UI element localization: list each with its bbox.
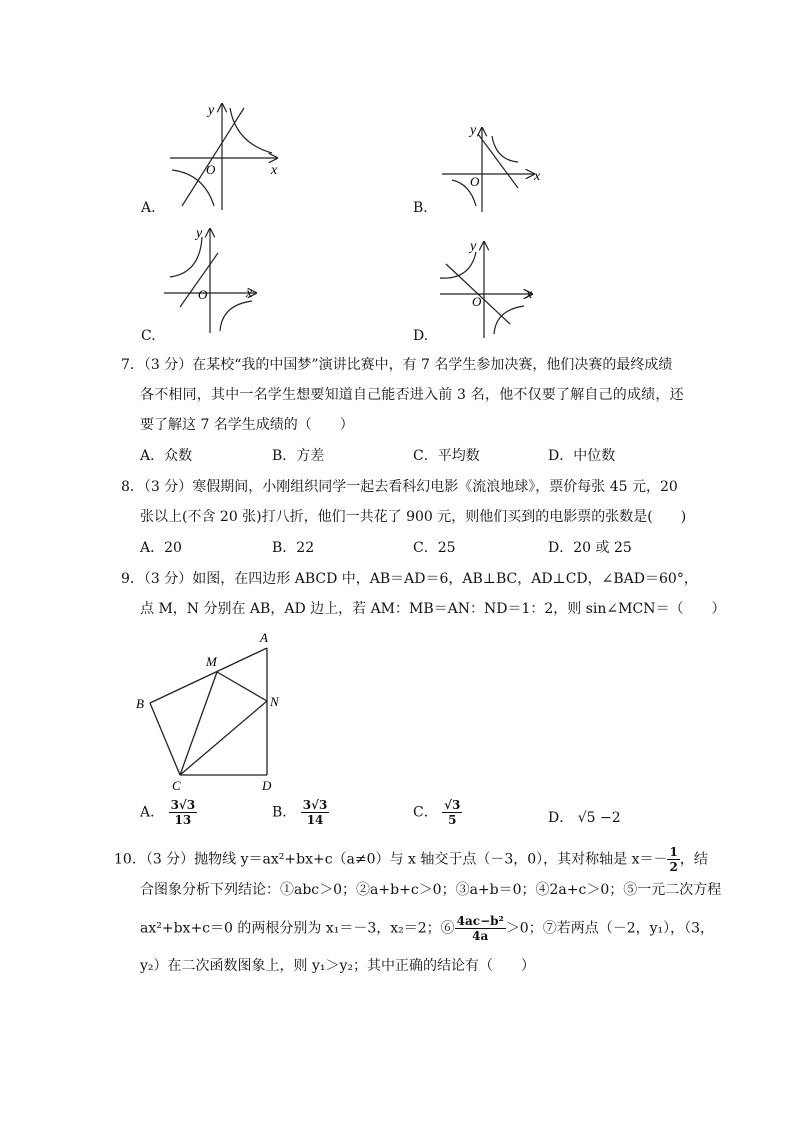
vertex-label-m: M (206, 654, 217, 669)
graph-option-c (160, 225, 270, 337)
hyperbola-branch (170, 237, 202, 277)
fraction (169, 798, 198, 827)
q7-option-d[interactable]: D．中位数 (548, 448, 616, 464)
graph-option-b (438, 124, 548, 216)
fraction (667, 845, 679, 874)
x-label: x (271, 163, 278, 178)
q9-line2: 点 M，N 分别在 AB，AD 边上，若 AM：MB＝AN：ND＝1：2，则 sin∠MCN＝（ ） (140, 601, 726, 617)
q10-line3-end: ＞0；⑦若两点（－2，y₁），（3， (505, 920, 715, 937)
q7-line3: 要了解这 7 名学生成绩的（ ） (140, 417, 354, 433)
hyperbola-branch (440, 252, 476, 278)
q10-line3 (140, 914, 714, 943)
origin-label: O (472, 294, 482, 309)
origin-label: O (206, 162, 216, 177)
graph-label-d[interactable]: D. (413, 328, 429, 344)
q7-option-a[interactable]: A．众数 (140, 448, 193, 464)
q9-line1: 9．（3 分）如图，在四边形 ABCD 中，AB＝AD＝6，AB⊥BC，AD⊥CD，∠BAD＝60°， (121, 571, 698, 587)
numerator: √3 (444, 798, 461, 812)
q9-option-a[interactable] (140, 798, 197, 827)
q10-line1 (114, 845, 708, 874)
q7-option-c[interactable]: C．平均数 (413, 448, 480, 464)
denominator: 5 (448, 813, 457, 827)
q9-quadrilateral-figure (132, 628, 292, 793)
vertex-label-c: C (172, 778, 181, 793)
q10-line4: y₂）在二次函数图象上，则 y₁＞y₂；其中正确的结论有（ ） (140, 958, 536, 974)
x-label: x (526, 287, 533, 302)
denominator: 2 (669, 860, 678, 874)
option-letter: A． (140, 804, 165, 821)
x-label: x (246, 286, 253, 301)
denominator: 13 (174, 813, 192, 827)
hyperbola-branch (494, 306, 524, 334)
y-label: y (208, 103, 215, 118)
q7-option-b[interactable]: B．方差 (272, 448, 325, 464)
option-letter: D． (548, 810, 574, 826)
option-letter: B． (272, 804, 297, 821)
q8-option-b[interactable]: B．22 (272, 540, 315, 556)
q10-line3-text: ax²+bx+c＝0 的两根分别为 x₁＝－3，x₂＝2；⑥ (140, 920, 455, 937)
graph-option-d (436, 238, 546, 342)
graph-label-a[interactable]: A. (141, 200, 156, 216)
hyperbola-branch (220, 301, 252, 331)
vertex-label-a: A (260, 630, 268, 645)
numerator: 3√3 (170, 798, 196, 812)
q8-option-c[interactable]: C．25 (413, 540, 456, 556)
q8-line1: 8．（3 分）寒假期间，小刚组织同学一起去看科幻电影《流浪地球》，票价每张 45 元，20 (121, 479, 678, 495)
denominator: 14 (306, 813, 324, 827)
line-graph (182, 108, 244, 206)
q10-line1-end: ，结 (679, 851, 708, 868)
q9-option-d[interactable] (548, 808, 621, 828)
q9-option-c[interactable] (413, 798, 462, 827)
graph-option-a (162, 98, 292, 213)
numerator: 4ac−b² (456, 914, 504, 928)
origin-label: O (198, 287, 208, 302)
origin-label: O (470, 174, 480, 189)
option-letter: C． (413, 804, 438, 821)
numerator: 1 (669, 845, 678, 859)
q9-option-b[interactable] (272, 798, 329, 827)
vertex-label-d: D (262, 778, 272, 793)
fraction (455, 914, 506, 943)
denominator: 4a (472, 929, 489, 943)
q7-line1: 7．（3 分）在某校“我的中国梦”演讲比赛中，有 7 名学生参加决赛，他们决赛的最终成绩 (121, 357, 673, 373)
vertex-label-b: B (136, 696, 144, 711)
q8-line2: 张以上(不含 20 张)打八折，他们一共花了 900 元，则他们买到的电影票的张数是( ) (140, 509, 687, 525)
graph-label-b[interactable]: B. (413, 200, 428, 216)
q10-line2: 合图象分析下列结论：①abc＞0；②a+b+c＞0；③a+b＝0；④2a+c＞0；⑤一元二次方程 (140, 882, 722, 898)
y-label: y (470, 124, 477, 138)
option-value: √5 −2 (577, 810, 621, 826)
segment-bc (150, 703, 180, 775)
vertex-label-n: N (270, 694, 279, 709)
numerator: 3√3 (302, 798, 328, 812)
graph-label-c[interactable]: C. (141, 328, 156, 344)
q7-line2: 各不相同，其中一名学生想要知道自己能否进入前 3 名，他不仅要了解自己的成绩，还 (140, 387, 684, 403)
q10-line1-text: 10．（3 分）抛物线 y＝ax²+bx+c（a≠0）与 x 轴交于点（－3，0），其对称轴是 x＝－ (114, 851, 668, 868)
segment-mn (217, 672, 267, 701)
q8-option-a[interactable]: A．20 (140, 540, 182, 556)
fraction (442, 798, 462, 827)
x-label: x (534, 169, 541, 184)
fraction (301, 798, 330, 827)
hyperbola-branch (230, 108, 272, 153)
q8-option-d[interactable]: D．20 或 25 (548, 540, 632, 556)
y-label: y (470, 239, 477, 254)
y-label: y (196, 226, 203, 241)
